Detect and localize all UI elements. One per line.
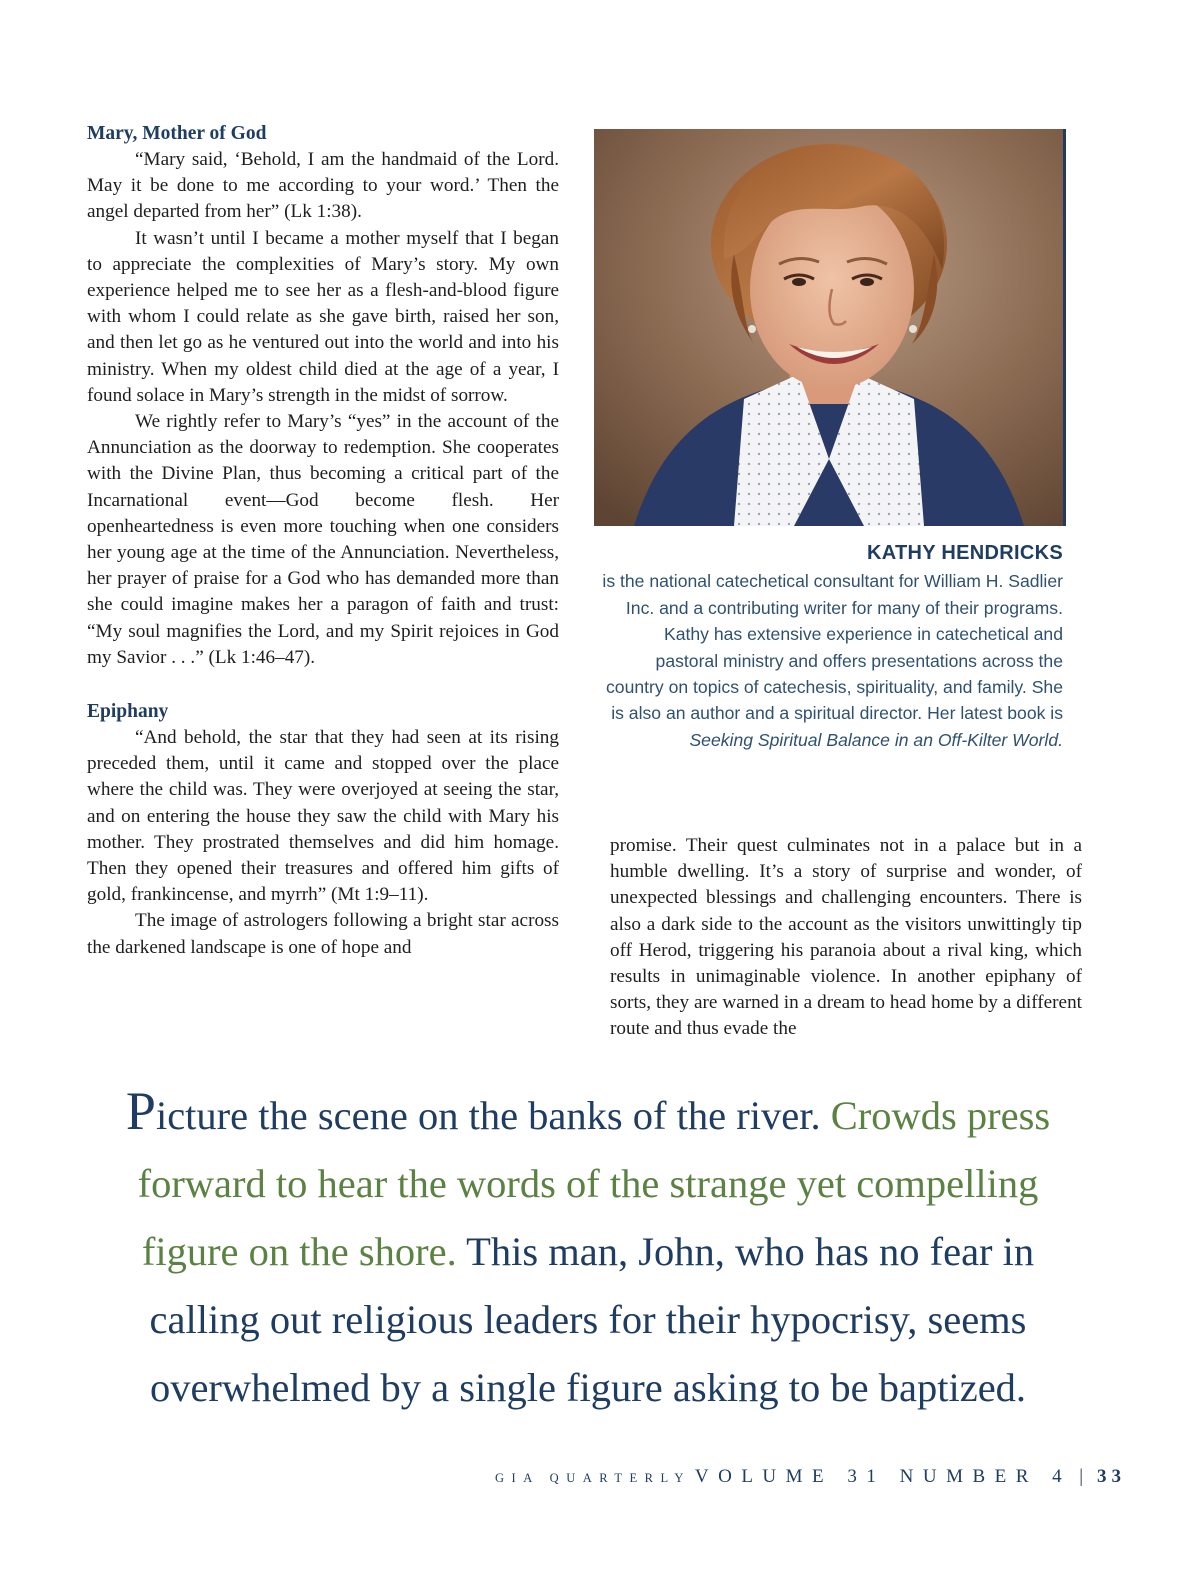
paragraph: promise. Their quest culminates not in a palace but in a humble dwelling. It’s a story of surprise and wonder, of unexpected blessings and challenging encounters. There is also a dark side to the account as the visitors unwittingly tip off Herod, triggering his paranoia about a rival king, which results in unimaginable violence. In another epiphany of sorts, they are warned in a dream to head home by a different route and thus evade the: [610, 835, 1082, 1040]
book-title: Seeking Spiritual Balance in an Off-Kilter World.: [689, 729, 1063, 750]
issue-info: VOLUME 31 NUMBER 4: [694, 1466, 1072, 1487]
pull-quote-highlight: Crowds press forward to hear the words of the strange yet compelling figure on the shore.: [137, 1093, 1051, 1274]
footer-separator: |: [1079, 1466, 1083, 1487]
paragraph: “And behold, the star that they had seen at its rising preceded them, until it came and stopped over the place where the child was. They were overjoyed at seeing the star, and on entering the house they saw the child with Mary his mother. They prostrated themselves and did him homage. Then they opened their treasures and offered him gifts of gold, frankincense, and myrrh” (Mt 1:9–11).: [87, 727, 559, 906]
drop-cap: P: [125, 1081, 156, 1141]
paragraph: The image of astrologers following a bright star across the darkened landscape is one of hope and: [87, 910, 559, 958]
pull-quote-part3: This man, John, who has no fear in calling out religious leaders for their hypocrisy, seems overwhelmed by a single figure asking to be baptized.: [149, 1229, 1035, 1410]
publication-name: GIA QUARTERLY: [495, 1471, 691, 1485]
pull-quote-part1: icture the scene on the banks of the river.: [155, 1093, 831, 1138]
author-bio: [600, 540, 1063, 753]
pull-quote: [88, 1082, 1088, 1422]
paragraph: “Mary said, ‘Behold, I am the handmaid of the Lord. May it be done to me according to your word.’ Then the angel departed from her” (Lk 1:38).: [87, 149, 559, 223]
section-heading-mary: Mary, Mother of God: [87, 123, 267, 144]
author-name: KATHY HENDRICKS: [867, 542, 1063, 564]
left-column: [87, 120, 559, 961]
page-number: 33: [1097, 1466, 1126, 1487]
right-column-text: [610, 833, 1082, 1043]
paragraph: It wasn’t until I became a mother myself that I began to appreciate the complexities of Mary’s story. My own experience helped me to see her as a flesh-and-blood figure with whom I could relate as she gave birth, raised her son, and then let go as he ventured out into the world and into his ministry. When my oldest child died at the age of a year, I found solace in Mary’s strength in the midst of sorrow.: [87, 227, 559, 406]
bio-text: [600, 568, 1063, 753]
paragraph: We rightly refer to Mary’s “yes” in the account of the Annunciation as the doorway to redemption. She cooperates with the Divine Plan, thus becoming a critical part of the Incarnational event—God become flesh. Her openheartedness is even more touching when one considers her young age at the time of the Annunciation. Nevertheless, her prayer of praise for a God who has demanded more than she could imagine makes her a paragon of faith and trust: “My soul magnifies the Lord, and my Spirit rejoices in God my Savior . . .” (Lk 1:46–47).: [87, 411, 559, 668]
author-photo: [594, 129, 1066, 526]
section-heading-epiphany: Epiphany: [87, 701, 169, 723]
bio-body: is the national catechetical consultant for William H. Sadlier Inc. and a contributing writer for many of their programs. Kathy has extensive experience in catechetical and pastoral ministry and offers presentations across the country on topics of catechesis, spirituality, and family. She is also an author and a spiritual director. Her latest book is: [602, 571, 1063, 724]
page-footer: [495, 1466, 1126, 1488]
